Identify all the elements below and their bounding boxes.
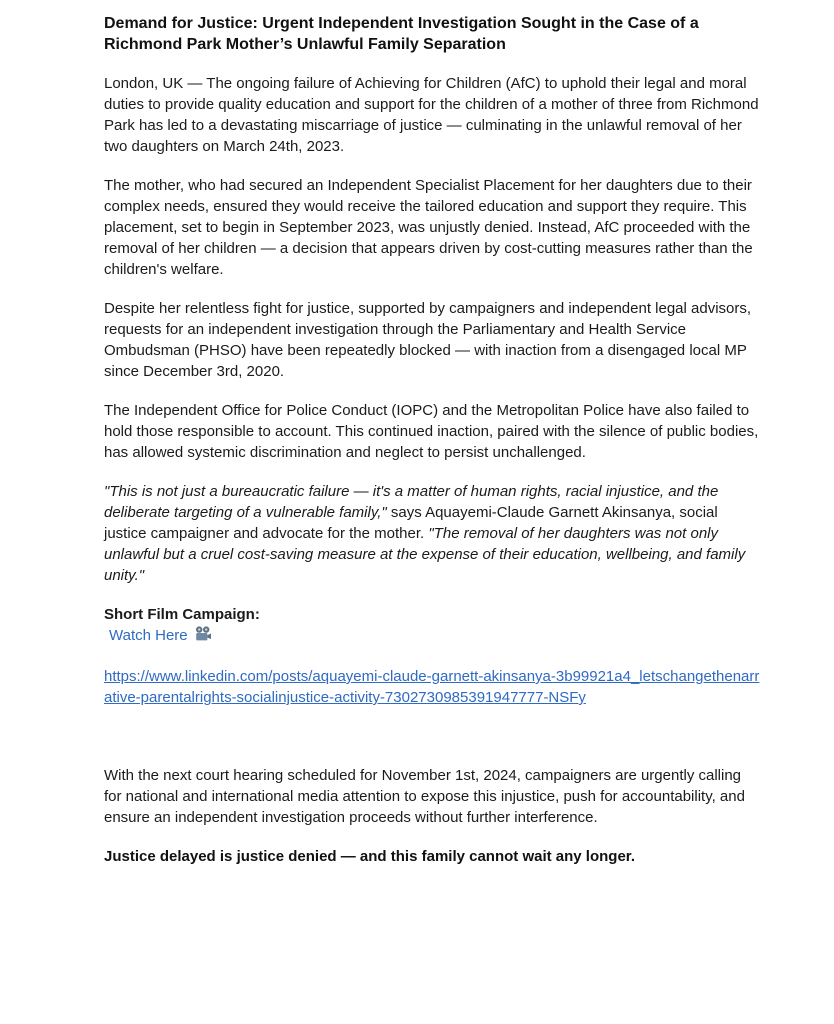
watch-here-link[interactable]: Watch Here [109,627,188,644]
paragraph-court-hearing: With the next court hearing scheduled for November 1st, 2024, campaigners are urgently calling for national and international media attention to expose this injustice, push for accountability, and ensure an independent investigation proceeds without further interference. [104,767,745,826]
campaign-heading: Short Film Campaign: [104,606,260,623]
linkedin-url-link[interactable]: https://www.linkedin.com/posts/aquayemi-claude-garnett-akinsanya-3b99921a4_letschangethenarrative-parentalrights-socialinjustice-activity-7302730985391947777-NSFy [104,668,760,706]
linkedin-url-line [104,666,762,708]
movie-camera-icon [194,626,212,648]
quote-italic-part-1: "This is not just a bureaucratic failure — it's a matter of human rights, racial injustice, and the deliberate targeting of a vulnerable family," [104,483,719,521]
paragraph-quote [104,481,762,586]
closing-statement: Justice delayed is justice denied — and this family cannot wait any longer. [104,848,635,865]
quote-attribution: says Aquayemi-Claude Garnett Akinsanya, social justice campaigner and advocate for the mother. [104,504,718,542]
paragraph-ombudsman: Despite her relentless fight for justice, supported by campaigners and independent legal advisors, requests for an independent investigation through the Parliamentary and Health Service Ombudsman (PHSO) have been repeatedly blocked — with inaction from a disengaged local MP since December 3rd, 2020. [104,300,752,380]
paragraph-intro: London, UK — The ongoing failure of Achieving for Children (AfC) to uphold their legal and moral duties to provide quality education and support for the children of a mother of three from Richmond Park has led to a devastating miscarriage of justice — culminating in the unlawful removal of her two daughters on March 24th, 2023. [104,75,759,155]
paragraph-placement: The mother, who had secured an Independent Specialist Placement for her daughters due to their complex needs, ensured they would receive the tailored education and support they require. This placement, set to begin in September 2023, was unjustly denied. Instead, AfC proceeded with the removal of her children — a decision that appears driven by cost-cutting measures rather than the children's welfare. [104,177,753,278]
watch-here-line [104,625,762,648]
document-title: Demand for Justice: Urgent Independent Investigation Sought in the Case of a Richmond Park Mother’s Unlawful Family Separation [104,15,699,53]
quote-italic-part-2: "The removal of her daughters was not only unlawful but a cruel cost-saving measure at the expense of their education, wellbeing, and family unity." [104,525,746,584]
paragraph-iopc-police: The Independent Office for Police Conduct (IOPC) and the Metropolitan Police have also failed to hold those responsible to account. This continued inaction, paired with the silence of public bodies, has allowed systemic discrimination and neglect to persist unchallenged. [104,402,759,461]
